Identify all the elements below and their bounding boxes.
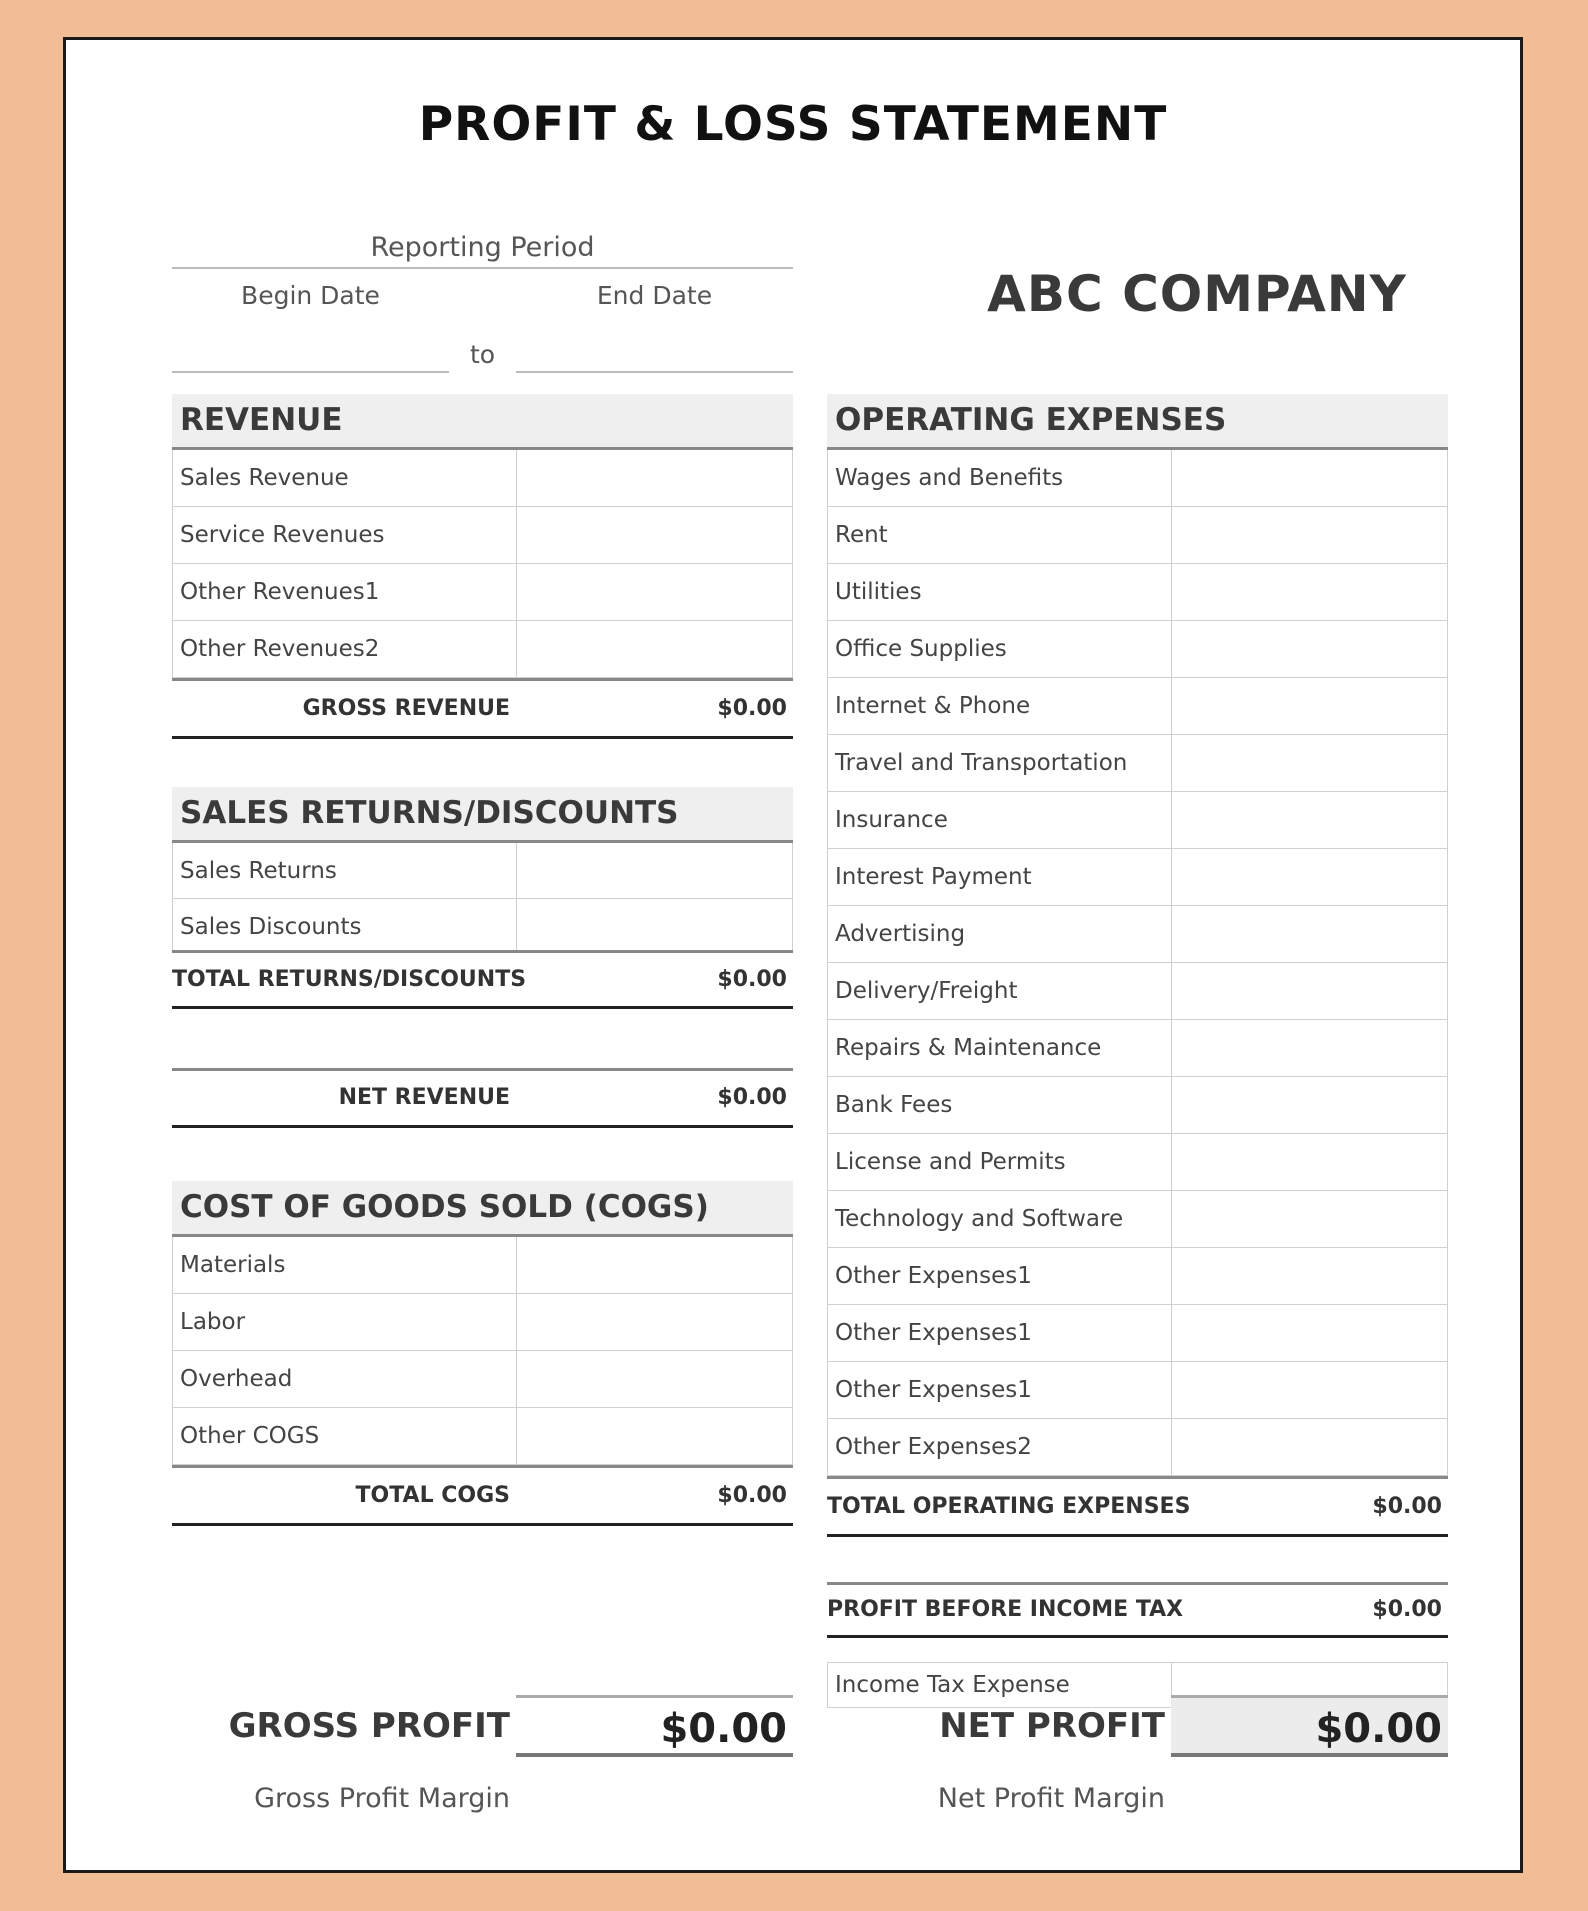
row-label: Other COGS: [172, 1408, 517, 1464]
net-profit-margin-label: Net Profit Margin: [937, 1783, 1165, 1814]
end-date-field[interactable]: [516, 371, 793, 373]
value-input[interactable]: [517, 1294, 793, 1350]
cogs-heading: COST OF GOODS SOLD (COGS): [172, 1181, 793, 1237]
table-row: [827, 735, 1448, 792]
row-label: Bank Fees: [827, 1077, 1172, 1133]
row-label: Sales Revenue: [172, 450, 517, 506]
value-input[interactable]: [1172, 450, 1448, 506]
table-row: [827, 906, 1448, 963]
cogs-total: [172, 1465, 793, 1526]
begin-date-label: Begin Date: [241, 281, 380, 310]
value-input[interactable]: [1172, 1305, 1448, 1361]
value-input[interactable]: [1172, 1419, 1448, 1475]
row-label: Sales Returns: [172, 843, 517, 898]
table-row: [172, 1294, 793, 1351]
value-input[interactable]: [1172, 1362, 1448, 1418]
net-revenue-total: [172, 1068, 793, 1128]
table-row: [827, 678, 1448, 735]
gross-profit-label: GROSS PROFIT: [228, 1706, 510, 1746]
statement-sheet: [63, 37, 1523, 1873]
value-input[interactable]: [1172, 621, 1448, 677]
value-input[interactable]: [1172, 792, 1448, 848]
table-row: [172, 843, 793, 899]
value-input[interactable]: [517, 564, 793, 620]
gross-profit-value: $0.00: [516, 1695, 793, 1757]
row-label: Other Expenses1: [827, 1362, 1172, 1418]
net-profit-value: $0.00: [1171, 1695, 1448, 1757]
row-label: Rent: [827, 507, 1172, 563]
table-row: [827, 621, 1448, 678]
revenue-heading: REVENUE: [172, 394, 793, 450]
total-label: TOTAL OPERATING EXPENSES: [827, 1494, 1191, 1519]
row-label: Wages and Benefits: [827, 450, 1172, 506]
row-label: Income Tax Expense: [827, 1663, 1172, 1707]
row-label: Delivery/Freight: [827, 963, 1172, 1019]
returns-total: [172, 950, 793, 1009]
table-row: [827, 1191, 1448, 1248]
net-revenue-section: [172, 1068, 793, 1128]
table-row: [827, 963, 1448, 1020]
operating-expenses-section: [827, 394, 1448, 1537]
row-label: Office Supplies: [827, 621, 1172, 677]
profit-before-tax-total: [827, 1582, 1448, 1638]
table-row: [827, 1419, 1448, 1476]
gross-revenue-total: [172, 678, 793, 739]
total-value: $0.00: [1372, 1494, 1442, 1519]
total-label: TOTAL RETURNS/DISCOUNTS: [172, 967, 527, 992]
revenue-section: [172, 394, 793, 739]
total-value: $0.00: [717, 696, 787, 721]
row-label: Other Revenues2: [172, 621, 517, 677]
value-input[interactable]: [1172, 678, 1448, 734]
period-divider: [172, 267, 793, 269]
page-title: PROFIT & LOSS STATEMENT: [418, 97, 1168, 152]
table-row: [827, 1077, 1448, 1134]
table-row: [827, 450, 1448, 507]
value-input[interactable]: [1172, 735, 1448, 791]
row-label: Labor: [172, 1294, 517, 1350]
table-row: [172, 1351, 793, 1408]
row-label: License and Permits: [827, 1134, 1172, 1190]
gross-profit-margin-label: Gross Profit Margin: [254, 1783, 510, 1814]
value-input[interactable]: [517, 843, 793, 898]
value-input[interactable]: [1172, 849, 1448, 905]
total-value: $0.00: [1372, 1597, 1442, 1622]
returns-section: [172, 787, 793, 1009]
table-row: [172, 621, 793, 678]
value-input[interactable]: [517, 621, 793, 677]
row-label: Repairs & Maintenance: [827, 1020, 1172, 1076]
table-row: [172, 1408, 793, 1465]
value-input[interactable]: [1172, 564, 1448, 620]
value-input[interactable]: [517, 450, 793, 506]
cogs-section: [172, 1181, 793, 1526]
row-label: Utilities: [827, 564, 1172, 620]
net-profit-label: NET PROFIT: [939, 1706, 1165, 1746]
row-label: Other Expenses1: [827, 1248, 1172, 1304]
value-input[interactable]: [517, 1237, 793, 1293]
reporting-period-label: Reporting Period: [370, 232, 595, 263]
row-label: Materials: [172, 1237, 517, 1293]
total-value: $0.00: [717, 1085, 787, 1110]
value-input[interactable]: [1172, 1248, 1448, 1304]
to-label: to: [469, 340, 496, 369]
row-label: Advertising: [827, 906, 1172, 962]
table-row: [827, 564, 1448, 621]
table-row: [827, 1362, 1448, 1419]
operating-expenses-heading: OPERATING EXPENSES: [827, 394, 1448, 450]
value-input[interactable]: [1172, 1020, 1448, 1076]
table-row: [827, 1134, 1448, 1191]
value-input[interactable]: [1172, 1077, 1448, 1133]
table-row: [172, 899, 793, 950]
row-label: Technology and Software: [827, 1191, 1172, 1247]
table-row: [172, 507, 793, 564]
total-label: PROFIT BEFORE INCOME TAX: [827, 1597, 1184, 1622]
row-label: Other Expenses1: [827, 1305, 1172, 1361]
total-label: GROSS REVENUE: [302, 696, 510, 721]
net-profit-row: [827, 1695, 1448, 1757]
table-row: [172, 450, 793, 507]
row-label: Interest Payment: [827, 849, 1172, 905]
value-input[interactable]: [517, 1351, 793, 1407]
value-input[interactable]: [1172, 906, 1448, 962]
table-row: [172, 564, 793, 621]
value-input[interactable]: [517, 507, 793, 563]
operating-expenses-total: [827, 1476, 1448, 1537]
row-label: Internet & Phone: [827, 678, 1172, 734]
table-row: [827, 1020, 1448, 1077]
value-input[interactable]: [517, 899, 793, 950]
gross-profit-row: [172, 1695, 793, 1757]
row-label: Sales Discounts: [172, 899, 517, 950]
returns-heading: SALES RETURNS/DISCOUNTS: [172, 787, 793, 843]
table-row: [827, 1248, 1448, 1305]
total-label: NET REVENUE: [338, 1085, 510, 1110]
row-label: Insurance: [827, 792, 1172, 848]
table-row: [172, 1237, 793, 1294]
value-input[interactable]: [1172, 1134, 1448, 1190]
profit-before-tax-section: [827, 1582, 1448, 1638]
begin-date-field[interactable]: [172, 371, 449, 373]
company-name: ABC COMPANY: [987, 265, 1407, 323]
value-input[interactable]: [1172, 963, 1448, 1019]
value-input[interactable]: [517, 1408, 793, 1464]
row-label: Service Revenues: [172, 507, 517, 563]
total-value: $0.00: [717, 967, 787, 992]
value-input[interactable]: [1172, 507, 1448, 563]
end-date-label: End Date: [596, 281, 713, 310]
table-row: [827, 849, 1448, 906]
value-input[interactable]: [1172, 1191, 1448, 1247]
row-label: Overhead: [172, 1351, 517, 1407]
table-row: [827, 507, 1448, 564]
total-label: TOTAL COGS: [355, 1483, 510, 1508]
total-value: $0.00: [717, 1483, 787, 1508]
row-label: Travel and Transportation: [827, 735, 1172, 791]
row-label: Other Revenues1: [172, 564, 517, 620]
table-row: [827, 792, 1448, 849]
row-label: Other Expenses2: [827, 1419, 1172, 1475]
table-row: [827, 1305, 1448, 1362]
